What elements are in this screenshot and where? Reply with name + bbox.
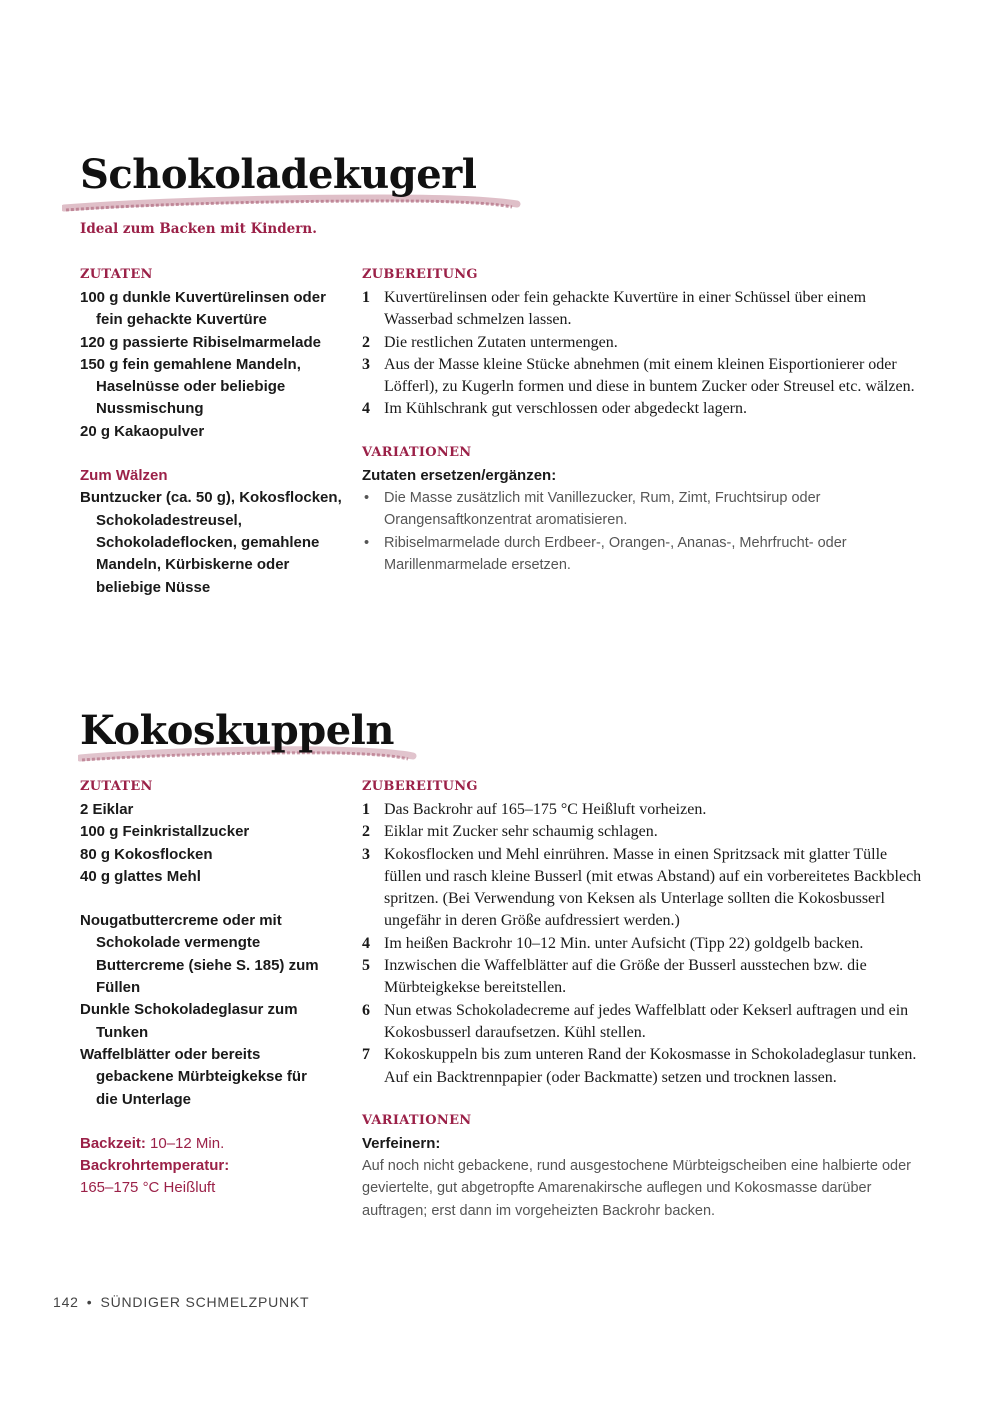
oven-temp-label-line xyxy=(80,1155,350,1177)
ingredients-heading: ZUTATEN xyxy=(80,267,153,282)
variation-text: Die Masse zusätzlich mit Vanillezucker, Rum, Zimt, Fruchtsirup oder Orangensaftkonzentrat aromatisieren. xyxy=(384,490,821,529)
step-item xyxy=(362,1000,922,1045)
step-number: 1 xyxy=(362,289,370,306)
step-number: 5 xyxy=(362,957,370,975)
preparation-column xyxy=(362,777,922,1222)
bake-time-label: Backzeit: xyxy=(80,1134,146,1152)
ingredients-list xyxy=(80,799,350,888)
step-number: 2 xyxy=(362,333,370,351)
extra-item: Waffelblätter oder bereits gebackene Mürbteigkekse für die Unterlage xyxy=(80,1045,307,1108)
ingredients-heading: ZUTATEN xyxy=(80,779,153,794)
step-number: 7 xyxy=(362,1046,370,1064)
step-text: Aus der Masse kleine Stücke abnehmen (mit einem kleinen Eisportionierer oder Löfferl), zu Kugerln formen und diese in buntem Zucker oder Streusel etc. wälzen. xyxy=(384,355,915,396)
ingredient-item: 100 g Feinkristallzucker xyxy=(80,823,250,841)
step-text: Nun etwas Schokoladecreme auf jedes Waffelblatt oder Kekserl auftragen und ein Kokosbusserl daraufsetzen. Kühl stellen. xyxy=(384,1001,909,1041)
variation-item xyxy=(362,532,922,577)
recipe-title: Schokoladekugerl xyxy=(80,151,477,198)
ingredient-item: 40 g glattes Mehl xyxy=(80,867,201,885)
step-item xyxy=(362,354,922,399)
step-text: Im Kühlschrank gut verschlossen oder abgedeckt lagern. xyxy=(384,400,747,418)
step-number: 3 xyxy=(362,845,370,863)
coating-heading: Zum Wälzen xyxy=(80,467,168,485)
variation-item xyxy=(362,487,922,532)
step-item xyxy=(362,955,922,1000)
variations-text: Auf noch nicht gebackene, rund ausgestochene Mürbteigscheiben eine halbierte oder geviertelte, gut abgetropfte Amarenakirsche auflegen und Kokosmasse darüber auftragen; erst dann im vorgeheizten Backrohr backen. xyxy=(362,1158,911,1219)
ingredients-list xyxy=(80,287,350,443)
step-text: Die restlichen Zutaten untermengen. xyxy=(384,333,618,351)
step-text: Kuvertürelinsen oder fein gehackte Kuvertüre in einer Schüssel über einem Wasserbad schmelzen lassen. xyxy=(384,289,867,329)
step-item xyxy=(362,398,922,420)
variations-heading: VARIATIONEN xyxy=(362,1112,472,1128)
oven-temp-value: 165–175 °C Heißluft xyxy=(80,1179,216,1197)
recipe-subtitle: Ideal zum Backen mit Kindern. xyxy=(80,221,317,237)
variations-subheading: Verfeinern: xyxy=(362,1134,441,1152)
step-number: 3 xyxy=(362,355,370,373)
step-number: 4 xyxy=(362,934,370,952)
bake-time-value: 10–12 Min. xyxy=(150,1134,225,1152)
step-number: 4 xyxy=(362,400,370,418)
step-text: Eiklar mit Zucker sehr schaumig schlagen. xyxy=(384,823,658,841)
step-item xyxy=(362,332,922,354)
oven-temp-label: Backrohrtemperatur: xyxy=(80,1157,230,1175)
preparation-heading: ZUBEREITUNG xyxy=(362,779,478,794)
ingredient-item: 2 Eiklar xyxy=(80,801,134,818)
coating-item: Buntzucker (ca. 50 g), Kokosflocken, Schokoladestreusel, Schokoladeflocken, gemahlene Mandeln, Kürbiskerne oder beliebige Nüsse xyxy=(80,489,342,596)
bullet-icon: • xyxy=(364,534,370,551)
step-item xyxy=(362,844,922,933)
ingredient-item: 100 g dunkle Kuvertürelinsen oder fein gehackte Kuvertüre xyxy=(80,289,326,329)
steps-list xyxy=(362,287,922,421)
step-text: Im heißen Backrohr 10–12 Min. unter Aufsicht (Tipp 22) goldgelb backen. xyxy=(384,934,864,952)
ingredient-item: 80 g Kokosflocken xyxy=(80,845,213,863)
step-item xyxy=(362,933,922,955)
ingredients-column xyxy=(80,265,350,599)
footer-separator: • xyxy=(86,1294,93,1310)
step-number: 1 xyxy=(362,801,370,818)
variation-text: Ribiselmarmelade durch Erdbeer-, Orangen-, Ananas-, Mehrfrucht- oder Marillenmarmelade ersetzen. xyxy=(384,534,847,573)
step-text: Inzwischen die Waffelblätter auf die Größe der Busserl ausstechen bzw. die Mürbteigkekse bereitstellen. xyxy=(384,957,867,997)
page-footer xyxy=(53,1294,309,1310)
step-number: 6 xyxy=(362,1001,370,1019)
variations-heading: VARIATIONEN xyxy=(362,444,472,460)
step-text: Das Backrohr auf 165–175 °C Heißluft vorheizen. xyxy=(384,801,707,818)
recipe-title: Kokoskuppeln xyxy=(80,707,394,754)
ingredient-item: 20 g Kakaopulver xyxy=(80,422,205,440)
extra-item: Nougatbuttercreme oder mit Schokolade vermengte Buttercreme (siehe S. 185) zum Füllen xyxy=(80,912,319,997)
bullet-icon: • xyxy=(364,490,370,507)
coating-list xyxy=(80,487,350,598)
step-number: 2 xyxy=(362,823,370,841)
ingredient-item: 120 g passierte Ribiselmarmelade xyxy=(80,333,321,351)
variations-list xyxy=(362,487,922,576)
extra-item: Dunkle Schokoladeglasur zum Tunken xyxy=(80,1001,298,1041)
preparation-heading: ZUBEREITUNG xyxy=(362,267,478,282)
oven-temp-value-line xyxy=(80,1177,350,1199)
ingredient-item: 150 g fein gemahlene Mandeln, Haselnüsse oder beliebige Nussmischung xyxy=(80,355,301,418)
preparation-column xyxy=(362,265,922,576)
step-text: Kokosflocken und Mehl einrühren. Masse in einen Spritzsack mit glatter Tülle füllen und rasch kleine Busserl (mit etwas Abstand) auf ein vorbereitetes Backblech spritzen. (Bei Verwendung von Keksen als Unterlage sollten die Kokosbusserl ungefähr in deren Größe aufdressiert werden.) xyxy=(384,845,922,930)
step-item xyxy=(362,1044,922,1089)
bake-time xyxy=(80,1133,350,1155)
variations-subheading: Zutaten ersetzen/ergänzen: xyxy=(362,466,557,484)
extras-list xyxy=(80,910,350,1111)
step-item xyxy=(362,821,922,843)
step-text: Kokoskuppeln bis zum unteren Rand der Kokosmasse in Schokoladeglasur tunken. Auf ein Backtrennpapier (oder Backmatte) setzen und trocknen lassen. xyxy=(384,1046,917,1086)
ingredients-column xyxy=(80,777,350,1200)
step-item xyxy=(362,799,922,821)
step-item xyxy=(362,287,922,332)
chapter-title: SÜNDIGER SCHMELZPUNKT xyxy=(100,1294,310,1310)
page-number: 142 xyxy=(53,1294,79,1310)
steps-list xyxy=(362,799,922,1089)
